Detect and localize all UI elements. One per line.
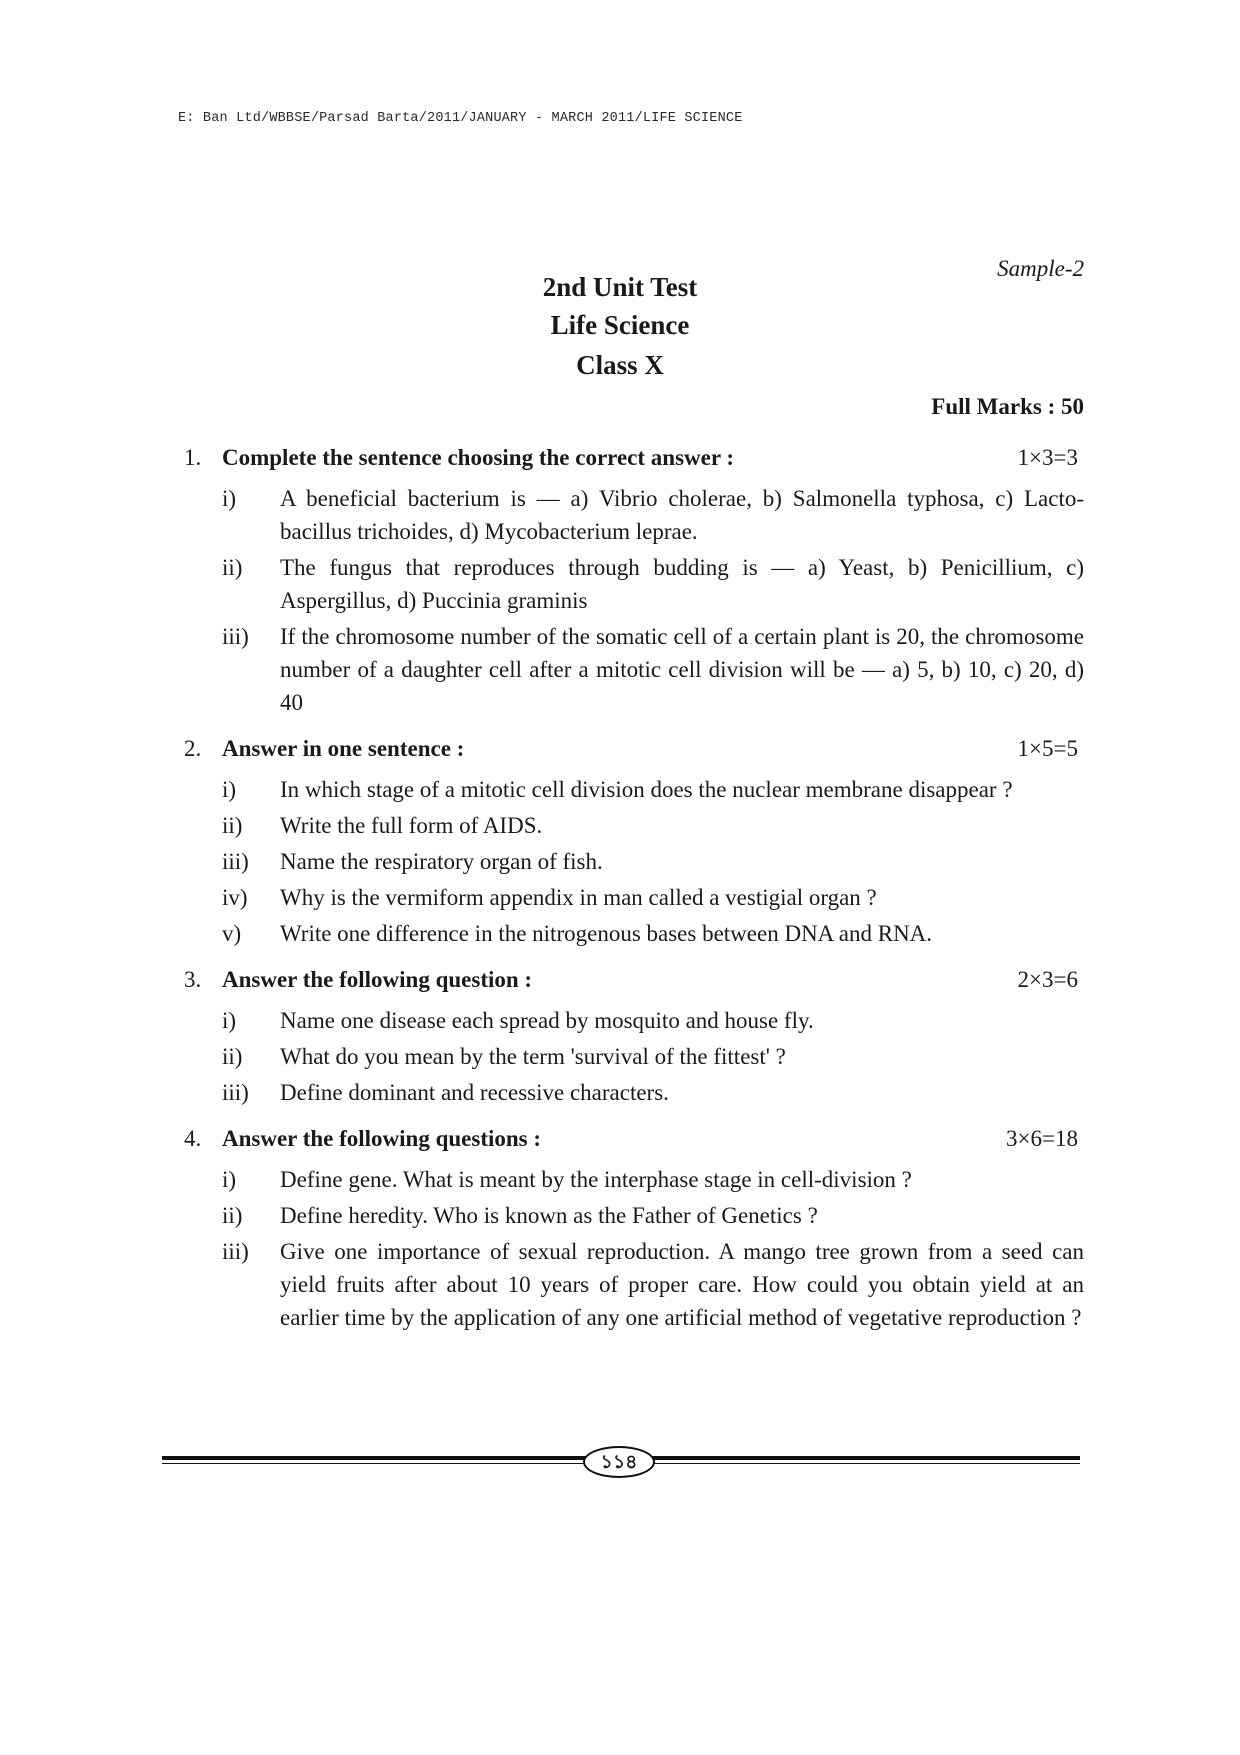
item-text: Name the respiratory organ of fish. [280, 849, 603, 874]
item-text: Define heredity. Who is known as the Father of Genetics ? [280, 1203, 818, 1228]
question-3 [184, 964, 1084, 1109]
question-title: Answer in one sentence : [222, 736, 465, 761]
exam-title: 2nd Unit Test [542, 272, 698, 302]
question-item [184, 1235, 1084, 1334]
question-title: Answer the following question : [222, 967, 533, 992]
subject-title: Life Science [550, 310, 690, 340]
item-text: Write the full form of AIDS. [280, 813, 543, 838]
question-number: 2. [184, 736, 202, 761]
question-item [184, 1040, 1084, 1073]
item-number: v) [222, 921, 242, 946]
question-marks: 2×3=6 [1017, 967, 1078, 992]
item-number: iii) [222, 624, 249, 649]
item-text: Name one disease each spread by mosquito and house fly. [280, 1008, 814, 1033]
question-heading [184, 1123, 1084, 1155]
question-heading [184, 442, 1084, 474]
question-number: 1. [184, 445, 202, 470]
item-text: Why is the vermiform appendix in man called a vestigial organ ? [280, 885, 877, 910]
question-item [184, 1163, 1084, 1196]
footer-rule-left-thin [162, 1463, 587, 1464]
question-item [184, 620, 1084, 719]
item-number: i) [222, 777, 237, 802]
running-header: E: Ban Ltd/WBBSE/Parsad Barta/2011/JANUARY - MARCH 2011/LIFE SCIENCE [178, 111, 743, 126]
question-marks: 3×6=18 [1006, 1126, 1078, 1151]
page-footer [162, 1446, 1080, 1476]
title-block [0, 268, 1240, 384]
item-number: iii) [222, 849, 249, 874]
item-text: In which stage of a mitotic cell division does the nuclear membrane disappear ? [280, 777, 1013, 802]
item-text: Define gene. What is meant by the interphase stage in cell-division ? [280, 1167, 912, 1192]
footer-rule-right-thin [651, 1463, 1080, 1464]
question-item [184, 482, 1084, 548]
question-heading [184, 733, 1084, 765]
item-number: ii) [222, 813, 243, 838]
question-item [184, 809, 1084, 842]
question-item [184, 917, 1084, 950]
question-item [184, 551, 1084, 617]
question-title: Complete the sentence choosing the correct answer : [222, 445, 735, 470]
item-text: Write one difference in the nitrogenous bases between DNA and RNA. [280, 921, 933, 946]
item-text: Define dominant and recessive characters. [280, 1080, 669, 1105]
question-item [184, 881, 1084, 914]
item-number: i) [222, 1008, 237, 1033]
item-number: iv) [222, 885, 248, 910]
item-number: ii) [222, 1203, 243, 1228]
question-item [184, 1199, 1084, 1232]
item-text: What do you mean by the term 'survival of the fittest' ? [280, 1044, 786, 1069]
item-number: iii) [222, 1080, 249, 1105]
class-title: Class X [576, 350, 664, 380]
question-item [184, 773, 1084, 806]
question-item [184, 845, 1084, 878]
page-number: ১১৪ [583, 1446, 655, 1478]
question-2 [184, 733, 1084, 950]
item-text: A beneficial bacterium is — a) Vibrio cholerae, b) Salmonella typhosa, c) Lacto-bacillus trichoides, d) Mycobacterium leprae. [280, 486, 1084, 544]
question-item [184, 1076, 1084, 1109]
question-4 [184, 1123, 1084, 1334]
item-number: iii) [222, 1239, 249, 1264]
question-number: 4. [184, 1126, 202, 1151]
footer-rule-right [651, 1456, 1080, 1460]
full-marks: Full Marks : 50 [931, 394, 1084, 419]
item-number: i) [222, 486, 237, 511]
question-marks: 1×3=3 [1017, 445, 1078, 470]
item-text: If the chromosome number of the somatic cell of a certain plant is 20, the chromosome number of a daughter cell after a mitotic cell division will be — a) 5, b) 10, c) 20, d) 40 [280, 624, 1084, 715]
question-list [184, 442, 1084, 1348]
question-number: 3. [184, 967, 202, 992]
question-heading [184, 964, 1084, 996]
sample-label: Sample-2 [997, 256, 1084, 281]
item-text: The fungus that reproduces through budding is — a) Yeast, b) Penicillium, c) Aspergillus, d) Puccinia graminis [280, 555, 1084, 613]
question-item [184, 1004, 1084, 1037]
item-number: ii) [222, 555, 243, 580]
question-1 [184, 442, 1084, 719]
item-text: Give one importance of sexual reproduction. A mango tree grown from a seed can yield fruits after about 10 years of proper care. How could you obtain yield at an earlier time by the application of any one artificial method of vegetative reproduction ? [280, 1239, 1084, 1330]
question-marks: 1×5=5 [1017, 736, 1078, 761]
question-title: Answer the following questions : [222, 1126, 542, 1151]
footer-rule-left [162, 1456, 587, 1460]
item-number: i) [222, 1167, 237, 1192]
item-number: ii) [222, 1044, 243, 1069]
